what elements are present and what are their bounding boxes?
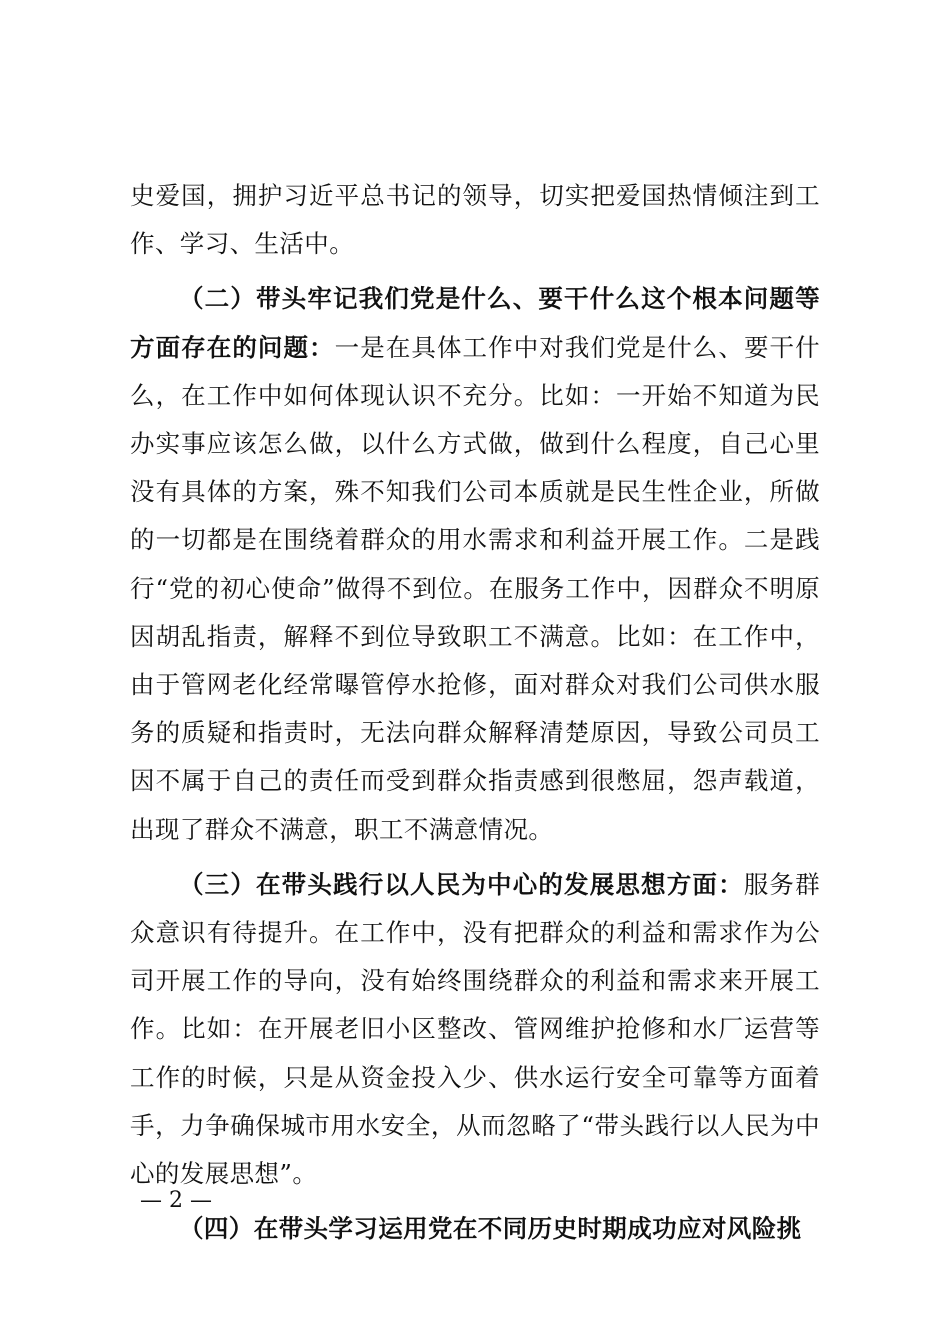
- page-number: — 2 —: [140, 1188, 212, 1213]
- paragraph-section-2: [130, 275, 820, 853]
- section-4-heading: （四）在带头学习运用党在不同历史时期成功应对风险挑: [179, 1214, 802, 1244]
- section-3-body: 服务群众意识有待提升。在工作中，没有把群众的利益和需求作为公司开展工作的导向，没有始终围绕群众的利益和需求来开展工作。比如：在开展老旧小区整改、管网维护抢修和水厂运营等工作的时候，只是从资金投入少、供水运行安全可靠等方面着手，力争确保城市用水安全，从而忽略了“带头践行以人民为中心的发展思想”。: [130, 869, 820, 1189]
- body-text: [130, 172, 820, 1253]
- section-3-heading: （三）在带头践行以人民为中心的发展思想方面：: [179, 869, 744, 899]
- paragraph-1-body: 史爱国，拥护习近平总书记的领导，切实把爱国热情倾注到工作、学习、生活中。: [130, 181, 820, 259]
- section-2-heading: （二）带头牢记我们党是什么、要干什么这个根本问题等方面存在的问题：: [130, 284, 820, 362]
- paragraph-continuation: [130, 172, 820, 268]
- section-2-body: 一是在具体工作中对我们党是什么、要干什么，在工作中如何体现认识不充分。比如：一开始不知道为民办实事应该怎么做，以什么方式做，做到什么程度，自己心里没有具体的方案，殊不知我们公司本质就是民生性企业，所做的一切都是在围绕着群众的用水需求和利益开展工作。二是践行“党的初心使命”做得不到位。在服务工作中，因群众不明原因胡乱指责，解释不到位导致职工不满意。比如：在工作中，由于管网老化经常曝管停水抢修，面对群众对我们公司供水服务的质疑和指责时，无法向群众解释清楚原因，导致公司员工因不属于自己的责任而受到群众指责感到很憋屈，怨声载道，出现了群众不满意，职工不满意情况。: [130, 332, 820, 844]
- paragraph-section-3: [130, 861, 820, 1198]
- paragraph-section-4: [130, 1205, 820, 1253]
